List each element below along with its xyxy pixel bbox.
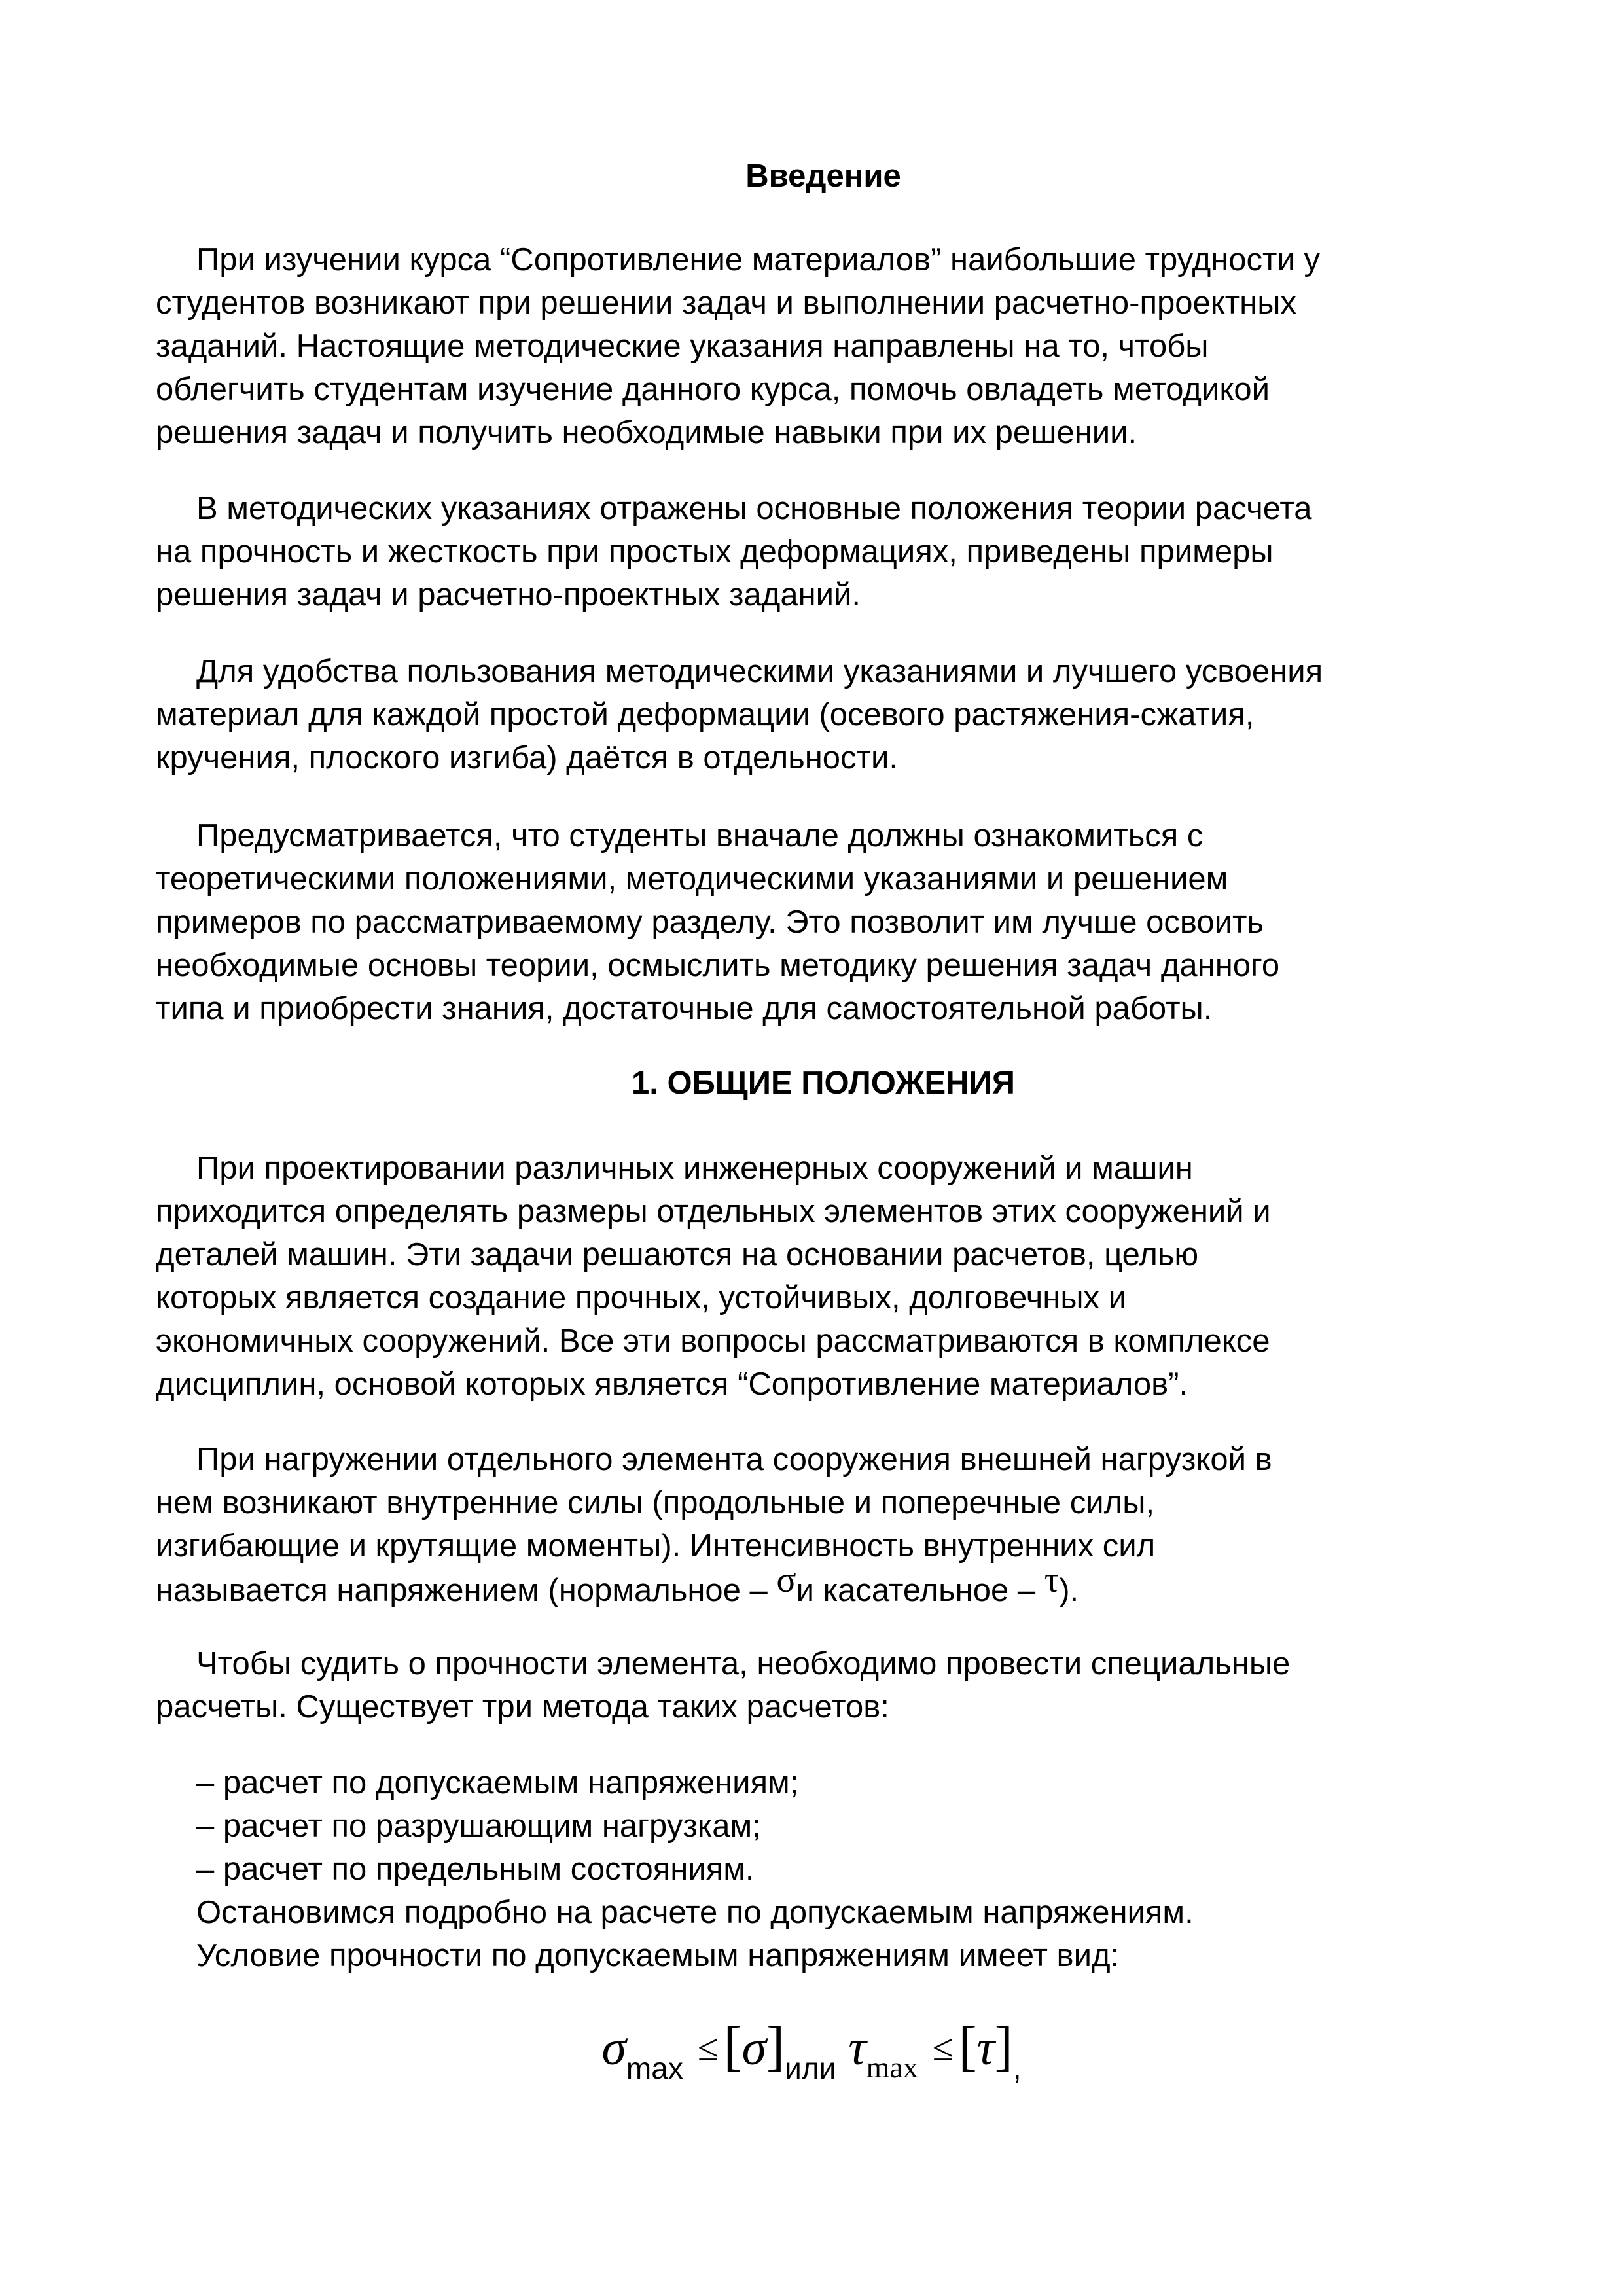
formula-bracket-open: [ [958,2016,977,2077]
text-line: заданий. Настоящие методические указания направлены на то, чтобы [156,329,1209,364]
intro-paragraph-4 [156,814,1491,1030]
text-line: экономичных сооружений. Все эти вопросы рассматриваются в комплексе [156,1323,1270,1359]
section-paragraph-2 [156,1438,1491,1612]
formula-le-sign: ≤ [697,2026,719,2069]
text-line: изгибающие и крутящие моменты). Интенсивность внутренних сил [156,1528,1156,1564]
text-line: приходится определять размеры отдельных элементов этих сооружений и [156,1194,1271,1229]
list-item: – расчет по предельным состояниям. [196,1852,755,1887]
text-line: на прочность и жесткость при простых деформациях, приведены примеры [156,534,1274,569]
text-line: Остановимся подробно на расчете по допускаемым напряжениям. [196,1895,1194,1930]
intro-title: Введение [745,158,901,194]
list-item: – расчет по разрушающим нагрузкам; [196,1808,761,1844]
strength-condition-formula [0,2011,1623,2090]
formula-tau-allowed: τ [976,2020,995,2075]
text-line: При изучении курса “Сопротивление материалов” наибольшие трудности у [196,242,1320,278]
formula-sigma-allowed: σ [741,2020,767,2075]
section-paragraph-3 [156,1642,1491,1729]
methods-list [156,1761,1491,1977]
text-line: Чтобы судить о прочности элемента, необходимо провести специальные [196,1646,1291,1681]
formula-tau: τ [848,2020,866,2075]
text-line: облегчить студентам изучение данного курса, помочь овладеть методикой [156,372,1270,407]
text-line: решения задач и расчетно-проектных заданий. [156,577,861,613]
formula-le-sign: ≤ [932,2026,954,2069]
intro-paragraph-2 [156,487,1491,617]
text-line-with-symbols [156,1560,1491,1612]
intro-paragraph-3 [156,650,1491,780]
text-line: примеров по рассматриваемому разделу. Это позволит им лучше освоить [156,905,1264,940]
text-line: деталей машин. Эти задачи решаются на основании расчетов, целью [156,1237,1199,1272]
formula-sigma: σ [601,2020,626,2075]
formula-bracket-close: ] [766,2016,785,2077]
formula-bracket-close: ] [994,2016,1013,2077]
text-line: необходимые основы теории, осмыслить методику решения задач данного [156,948,1280,983]
formula-bracket-open: [ [723,2016,742,2077]
formula-subscript-max: max [626,2051,683,2085]
text-line: студентов возникают при решении задач и выполнении расчетно-проектных [156,285,1296,321]
list-item: – расчет по допускаемым напряжениям; [196,1765,799,1801]
text-line: типа и приобрести знания, достаточные для самостоятельной работы. [156,991,1213,1026]
text-line: Для удобства пользования методическими указаниями и лучшего усвоения [196,654,1323,689]
formula-or-word: или [785,2051,836,2085]
text-line: материал для каждой простой деформации (осевого растяжения-сжатия, [156,697,1255,732]
formula-subscript-max: max [866,2051,918,2084]
text-line: Условие прочности по допускаемым напряжениям имеет вид: [196,1938,1120,1973]
text-line: При проектировании различных инженерных сооружений и машин [196,1151,1193,1186]
text-line: решения задач и получить необходимые навыки при их решении. [156,415,1137,450]
text-line: Предусматривается, что студенты вначале должны ознакомиться с [196,818,1204,853]
sigma-symbol: σ [776,1560,796,1600]
tau-symbol: τ [1044,1560,1060,1600]
formula-comma: , [1012,2051,1022,2085]
text-fragment: ). [1059,1573,1079,1608]
section-paragraph-1 [156,1147,1491,1406]
text-line: нем возникают внутренние силы (продольные и поперечные силы, [156,1485,1155,1520]
text-line: которых является создание прочных, устойчивых, долговечных и [156,1280,1127,1316]
text-line: кручения, плоского изгиба) даётся в отдельности. [156,740,898,776]
text-line: При нагружении отдельного элемента сооружения внешней нагрузкой в [196,1442,1272,1477]
text-line: В методических указаниях отражены основные положения теории расчета [196,491,1312,526]
intro-paragraph-1 [156,238,1491,454]
text-line: расчеты. Существует три метода таких расчетов: [156,1689,889,1725]
section-title: 1. ОБЩИЕ ПОЛОЖЕНИЯ [631,1066,1015,1101]
text-fragment: и касательное – [796,1573,1044,1608]
text-line: дисциплин, основой которых является “Сопротивление материалов”. [156,1367,1188,1402]
text-line: теоретическими положениями, методическими указаниями и решением [156,861,1228,897]
text-fragment: называется напряжением (нормальное – [156,1573,777,1608]
